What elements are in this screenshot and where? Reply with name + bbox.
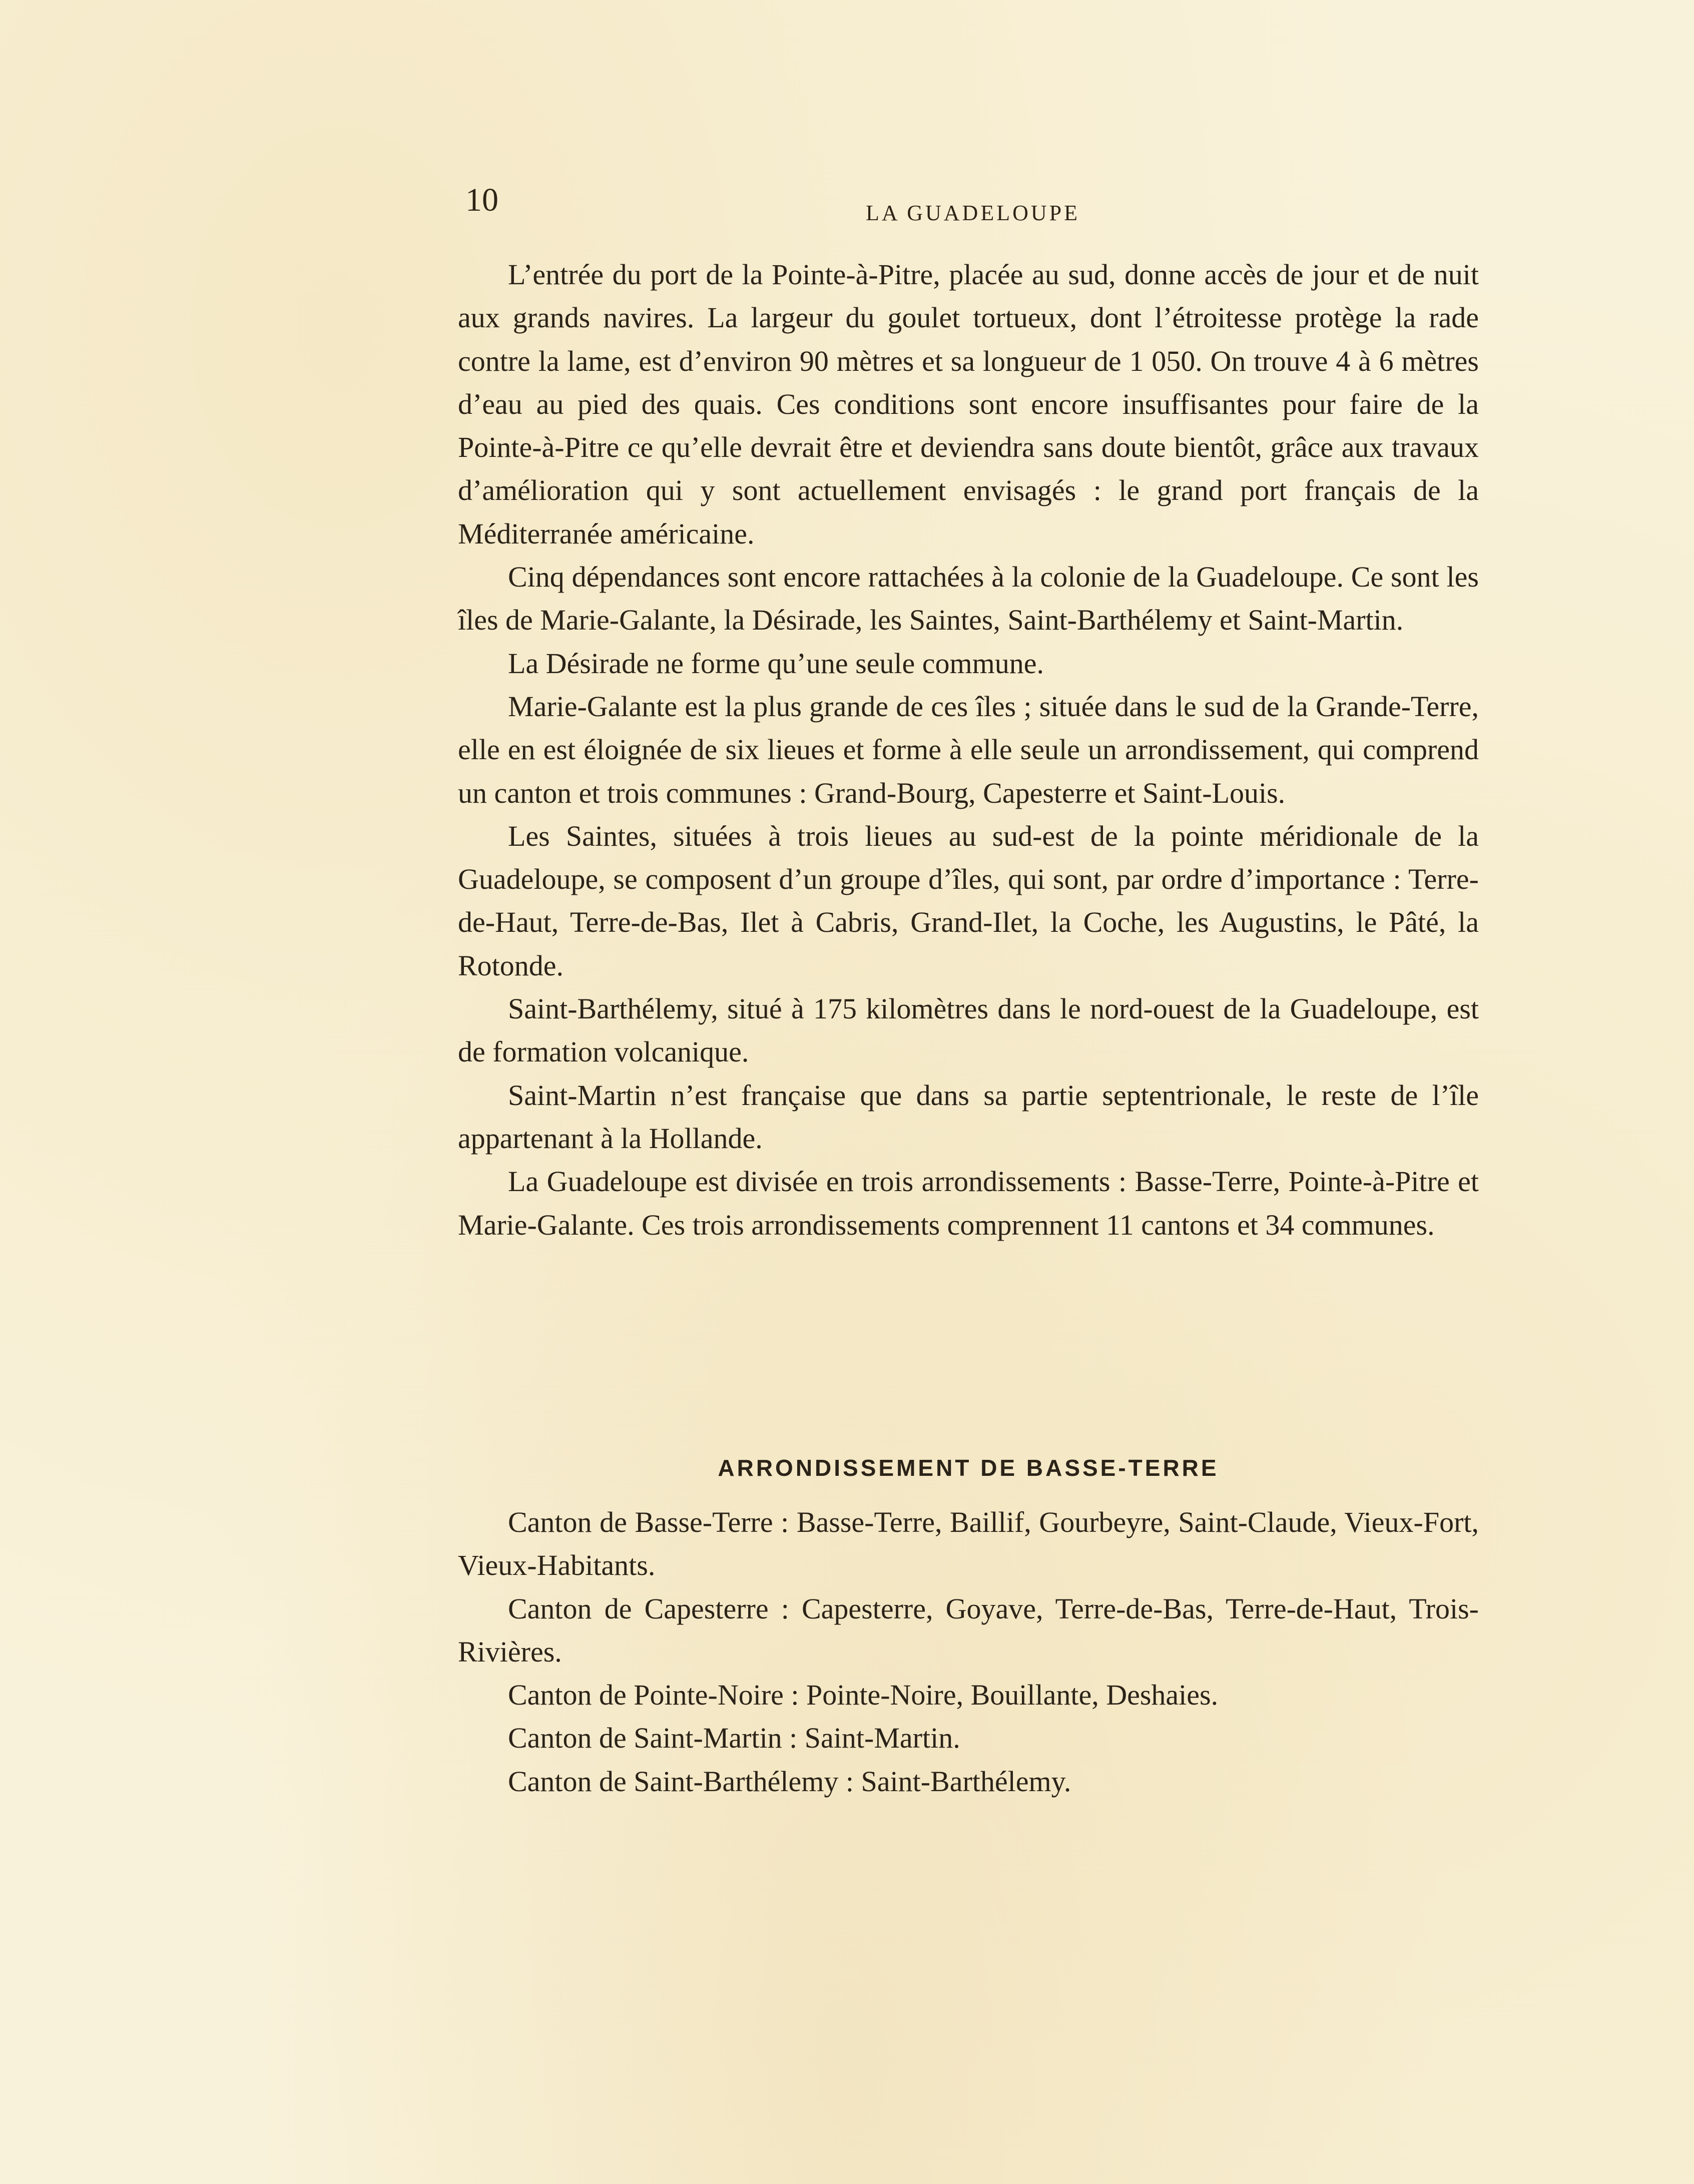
canton-capesterre: Canton de Capesterre : Capesterre, Goyave, Terre-de-Bas, Terre-de-Haut, Trois-Rivières. xyxy=(458,1592,1479,1668)
paragraph-les-saintes: Les Saintes, situées à trois lieues au sud-est de la pointe méridionale de la Guadeloupe, se composent d’un groupe d’îles, qui sont, par ordre d’importance : Terre-de-Haut, Terre-de-Bas, Ilet à Cabris, Grand-Ilet, la Coche, les Augustins, le Pâté, la Rotonde. xyxy=(458,819,1479,982)
paragraph-marie-galante: Marie-Galante est la plus grande de ces îles ; située dans le sud de la Grande-Terre, elle en est éloignée de six lieues et forme à elle seule un arrondissement, qui comprend un canton et trois communes : Grand-Bourg, Capesterre et Saint-Louis. xyxy=(458,690,1479,809)
running-title: LA GUADELOUPE xyxy=(866,201,1080,225)
canton-list xyxy=(458,1501,1479,1803)
section-heading: ARRONDISSEMENT DE BASSE-TERRE xyxy=(718,1455,1219,1481)
canton-saint-barthelemy: Canton de Saint-Barthélemy : Saint-Barthélemy. xyxy=(508,1765,1071,1798)
canton-basse-terre: Canton de Basse-Terre : Basse-Terre, Baillif, Gourbeyre, Saint-Claude, Vieux-Fort, Vieux-Habitants. xyxy=(458,1506,1479,1582)
body-text xyxy=(458,253,1479,1247)
paragraph-desirade: La Désirade ne forme qu’une seule commune. xyxy=(508,647,1044,680)
paragraph-saint-barthelemy: Saint-Barthélemy, situé à 175 kilomètres dans le nord-ouest de la Guadeloupe, est de formation volcanique. xyxy=(458,992,1479,1068)
page-number: 10 xyxy=(465,182,498,218)
paragraph-port-entrance: L’entrée du port de la Pointe-à-Pitre, placée au sud, donne accès de jour et de nuit aux grands navires. La largeur du goulet tortueux, dont l’étroitesse protège la rade contre la lame, est d’environ 90 mètres et sa longueur de 1 050. On trouve 4 à 6 mètres d’eau au pied des quais. Ces conditions sont encore insuffisantes pour faire de la Pointe-à-Pitre ce qu’elle devrait être et deviendra sans doute bientôt, grâce aux travaux d’amélioration qui y sont actuellement envisagés : le grand port français de la Méditerranée américaine. xyxy=(458,258,1479,550)
paragraph-arrondissements: La Guadeloupe est divisée en trois arrondissements : Basse-Terre, Pointe-à-Pitre et Marie-Galante. Ces trois arrondissements comprennent 11 cantons et 34 communes. xyxy=(458,1165,1479,1241)
canton-saint-martin: Canton de Saint-Martin : Saint-Martin. xyxy=(508,1722,960,1755)
paragraph-saint-martin: Saint-Martin n’est française que dans sa partie septentrionale, le reste de l’île appartenant à la Hollande. xyxy=(458,1078,1479,1155)
canton-pointe-noire: Canton de Pointe-Noire : Pointe-Noire, Bouillante, Deshaies. xyxy=(508,1679,1219,1712)
paragraph-dependencies: Cinq dépendances sont encore rattachées à la colonie de la Guadeloupe. Ce sont les îles de Marie-Galante, la Désirade, les Saintes, Saint-Barthélemy et Saint-Martin. xyxy=(458,561,1479,637)
